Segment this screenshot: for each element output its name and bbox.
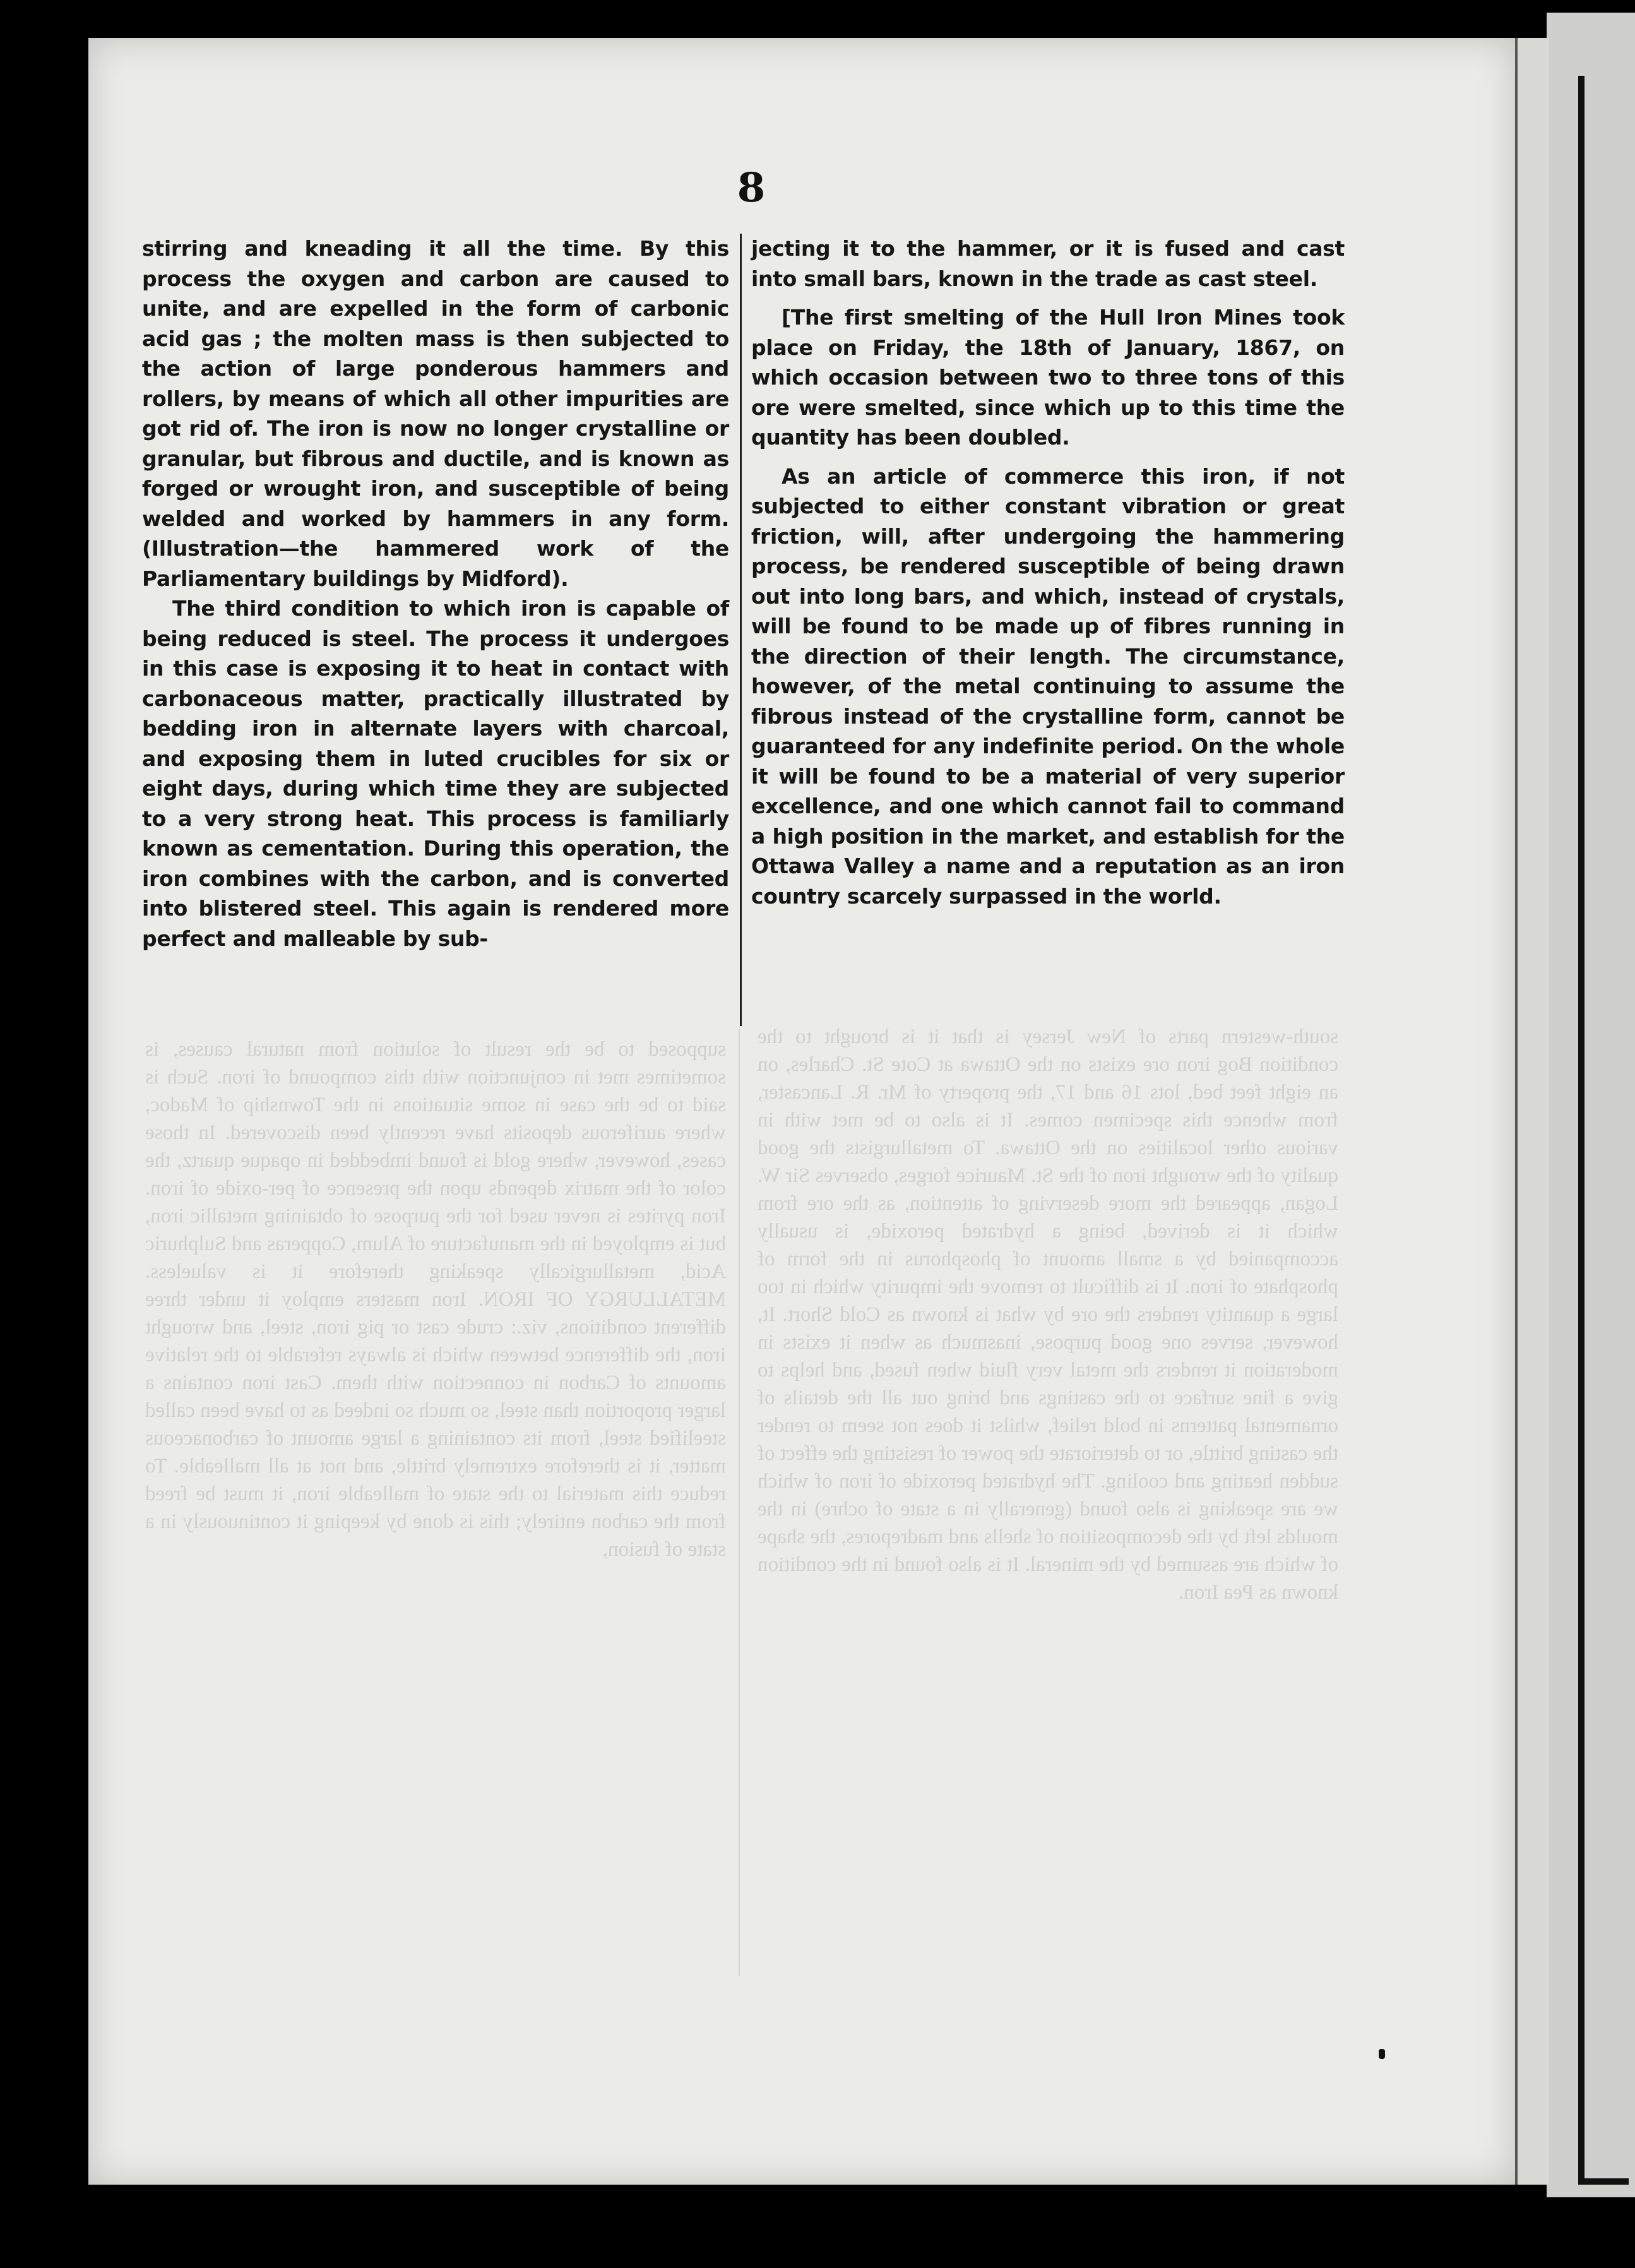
page-edge xyxy=(1515,38,1549,2185)
paragraph: As an article of commerce this iron, if not subjected to either constant vibration or great friction, will, after undergoing the hammering process, be rendered susceptible of being drawn out into long bars, and which, instead of crystals, will be found to be made up of fibres running in the direction of their length. The circumstance, however, of the metal continuing to assume the fibrous instead of the crystalline form, cannot be guaranteed for any indefinite period. On the whole it will be found to be a material of very superior excellence, and one which cannot fail to command a high position in the market, and establish for the Ottawa Valley a name and a reputation as an iron country scarcely surpassed in the world. xyxy=(751,463,1345,909)
ink-mark xyxy=(1379,2049,1385,2059)
page-number: 8 xyxy=(737,164,766,212)
paragraph: jecting it to the hammer, or it is fused and cast into small bars, known in the trade as cast steel. xyxy=(751,236,1345,291)
right-column xyxy=(751,234,1345,911)
left-column xyxy=(142,234,729,953)
show-through-text-left: supposed to be the result of solution from natural causes, is sometimes met in conjunction with this compound of iron. Such is said to be the case in some situations in the Township of Madoc, where auriferous deposits have recently been discovered. In those cases, however, where gold is found imbedded in opaque quartz, the color of the matrix depends upon the presence of per-oxide of iron. Iron pyrites is never used for the purpose of obtaining metallic iron, but is employed in the manufacture of Alum, Copperas and Sulphuric Acid, metallurgically speaking therefore it is valueless. METALLURGY OF IRON. Iron masters employ it under three different conditions, viz.: crude cast or pig iron, steel, and wrought iron, the difference between which is always referable to the relative amounts of Carbon in connection with them. Cast iron contains a larger proportion than steel, so much so indeed as to have been called steelified steel, from its containing a large amount of carbonaceous matter, it is therefore extremely brittle, and not at all malleable. To reduce this material to the state of malleable iron, it must be freed from the carbon entirely; this is done by keeping it continuously in a state of fusion, xyxy=(145,1038,726,1561)
paragraph: The third condition to which iron is capable of being reduced is steel. The process it undergoes in this case is exposing it to heat in contact with carbonaceous matter, practically illustrated by bedding iron in alternate layers with charcoal, and exposing them in luted crucibles for six or eight days, during which time they are subjected to a very strong heat. This process is familiarly known as cementation. During this operation, the iron combines with the carbon, and is converted into blistered steel. This again is rendered more perfect and malleable by sub- xyxy=(142,596,729,951)
column-divider xyxy=(740,234,742,1026)
show-through-text-right: south-western parts of New Jersey is that it is brought to the condition Bog iron ore exists on the Ottawa at Cote St. Charles, on an eight feet bed, lots 16 and 17, the property of Mr. R. Lancaster, from whence this specimen comes. It is also to be met with in various other localities on the Ottawa. To metallurgists the good quality of the wrought iron of the St. Maurice forges, observes Sir W. Logan, appeared the more deserving of attention, as the ore from which it is derived, being a hydrated peroxide, is usually accompanied by a small amount of phosphorus in the form of phosphate of iron. It is difficult to remove the impurity which in too large a quantity renders the ore by what is known as Cold Short. It, however, serves one good purpose, inasmuch as when it exists in moderation it renders the metal very fluid when fused, and helps to give a fine surface to the castings and bring out all the details of ornamental patterns in bold relief, whilst it does not seem to render the casting brittle, or to deteriorate the power of resisting the effect of sudden heating and cooling. The hydrated peroxide of iron of which we are speaking is also found (generally in a state of ochre) in the moulds left by the decomposition of shells and madrepores, the shape of which are assumed by the mineral. It is also found in the condition known as Pea Iron. xyxy=(758,1025,1338,1604)
adjacent-page-border xyxy=(1578,76,1629,2185)
show-through-column-rule xyxy=(739,1029,740,1976)
paragraph: stirring and kneading it all the time. By this process the oxygen and carbon are caused to unite, and are expelled in the form of carbonic acid gas ; the molten mass is then subjected to the action of large ponderous hammers and rollers, by means of which all other impurities are got rid of. The iron is now no longer crystalline or granular, but fibrous and ductile, and is known as forged or wrought iron, and susceptible of being welded and worked by hammers in any form. (Illustration—the hammered work of the Parliamentary buildings by Midford). xyxy=(142,236,729,591)
paragraph: [The first smelting of the Hull Iron Mines took place on Friday, the 18th of January, 1867, on which occasion between two to three tons of this ore were smelted, since which up to this time the quantity has been doubled. xyxy=(751,305,1345,450)
